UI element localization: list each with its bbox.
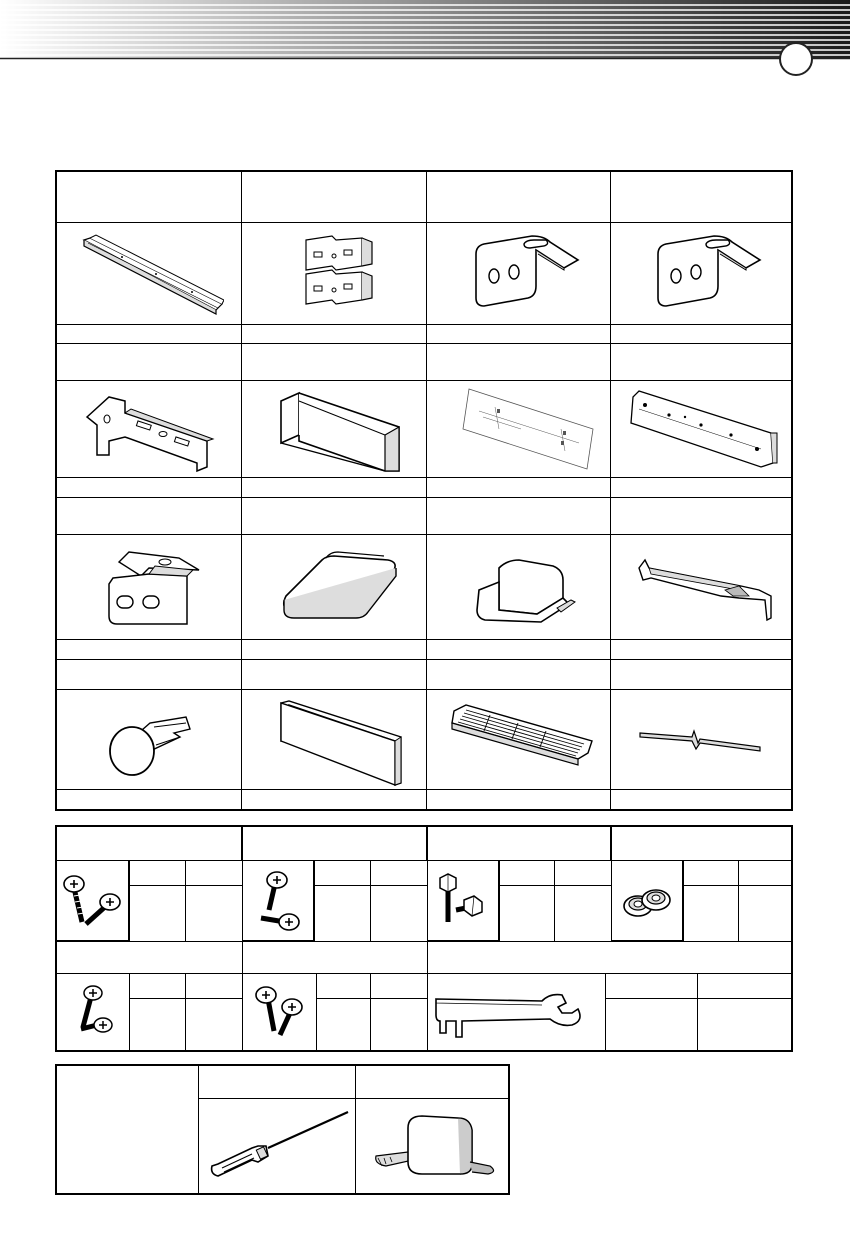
screwdriver-icon <box>202 1102 352 1190</box>
part-picture <box>57 690 242 790</box>
part-picture <box>57 381 242 478</box>
screw-name-cell <box>427 827 611 861</box>
part-name-cell <box>242 498 427 535</box>
part-qty-cell <box>611 790 791 809</box>
screw-name-cell <box>611 827 791 861</box>
screw-name-cell <box>427 941 791 973</box>
part-picture <box>427 535 611 640</box>
tool-picture <box>199 1099 356 1193</box>
tape-measure-icon <box>362 1102 502 1190</box>
part-name-cell <box>242 660 427 690</box>
screw-picture <box>57 974 129 1050</box>
small-screws-icon <box>63 977 123 1047</box>
corner-cap-icon <box>459 538 579 636</box>
screw-picture <box>57 861 129 941</box>
screw-name-cell <box>57 827 242 861</box>
phillips-screws-icon <box>250 977 310 1047</box>
phillips-screws-icon <box>245 864 311 938</box>
screws-table <box>55 825 793 1052</box>
part-name-cell <box>611 344 791 381</box>
vent-grille-icon <box>444 693 594 787</box>
part-qty-cell <box>242 478 427 498</box>
tool-picture <box>356 1099 508 1193</box>
spanner-tool-picture <box>428 974 605 1050</box>
filler-panel-icon <box>259 693 409 787</box>
part-name-cell <box>611 172 791 223</box>
flange-nuts-icon <box>614 864 680 938</box>
part-picture <box>611 535 791 640</box>
part-name-cell <box>427 344 611 381</box>
phillips-screws-icon <box>60 864 126 938</box>
part-name-cell <box>57 344 242 381</box>
long-mounting-plate-icon <box>621 383 781 475</box>
folded-bracket-pair-icon <box>284 226 384 322</box>
part-picture <box>427 223 611 325</box>
slotted-bracket-icon <box>79 383 219 475</box>
page-number-badge <box>779 42 813 76</box>
corner-panel-icon <box>259 383 409 475</box>
screw-name-cell <box>57 941 242 973</box>
part-name-cell <box>427 172 611 223</box>
part-qty-cell <box>611 325 791 344</box>
part-picture <box>611 690 791 790</box>
flat-mounting-plate-icon <box>439 383 599 475</box>
screw-picture <box>427 861 499 941</box>
part-picture <box>427 381 611 478</box>
screw-picture <box>243 974 316 1050</box>
part-qty-cell <box>57 790 242 809</box>
clip-bracket-icon <box>89 538 209 636</box>
part-qty-cell <box>57 325 242 344</box>
tool-name-cell <box>199 1066 356 1099</box>
part-name-cell <box>242 344 427 381</box>
strap-bracket-icon <box>621 538 781 636</box>
part-qty-cell <box>242 325 427 344</box>
tool-name-cell <box>356 1066 508 1099</box>
part-picture <box>611 381 791 478</box>
tools-label-cell <box>57 1066 199 1193</box>
part-name-cell <box>242 172 427 223</box>
part-name-cell <box>611 660 791 690</box>
part-qty-cell <box>57 478 242 498</box>
push-pin-icon <box>94 693 204 787</box>
spanner-tool-icon <box>432 977 602 1047</box>
rounded-block-icon <box>264 538 404 636</box>
part-picture <box>242 535 427 640</box>
header-stripe-bar <box>0 0 850 60</box>
screw-name-cell <box>242 827 427 861</box>
part-name-cell <box>57 498 242 535</box>
part-qty-cell <box>57 640 242 660</box>
part-picture <box>57 223 242 325</box>
part-qty-cell <box>427 790 611 809</box>
part-picture <box>611 223 791 325</box>
long-rail-icon <box>74 226 224 322</box>
parts-table <box>55 170 793 811</box>
part-qty-cell <box>427 640 611 660</box>
part-picture <box>57 535 242 640</box>
part-name-cell <box>57 172 242 223</box>
part-qty-cell <box>611 478 791 498</box>
part-name-cell <box>427 660 611 690</box>
screw-name-cell <box>242 941 427 973</box>
part-picture <box>242 223 427 325</box>
screw-picture <box>611 861 683 941</box>
l-bracket-icon <box>454 226 584 322</box>
part-qty-cell <box>427 325 611 344</box>
part-name-cell <box>57 660 242 690</box>
tools-table <box>55 1064 510 1195</box>
part-name-cell <box>611 498 791 535</box>
part-picture <box>242 690 427 790</box>
part-qty-cell <box>242 640 427 660</box>
part-qty-cell <box>242 790 427 809</box>
part-qty-cell <box>611 640 791 660</box>
part-picture <box>427 690 611 790</box>
l-bracket-icon <box>636 226 766 322</box>
screw-picture <box>242 861 314 941</box>
hex-bolts-icon <box>430 864 496 938</box>
part-picture <box>242 381 427 478</box>
part-name-cell <box>427 498 611 535</box>
thin-rod-icon <box>626 693 776 787</box>
part-qty-cell <box>427 478 611 498</box>
